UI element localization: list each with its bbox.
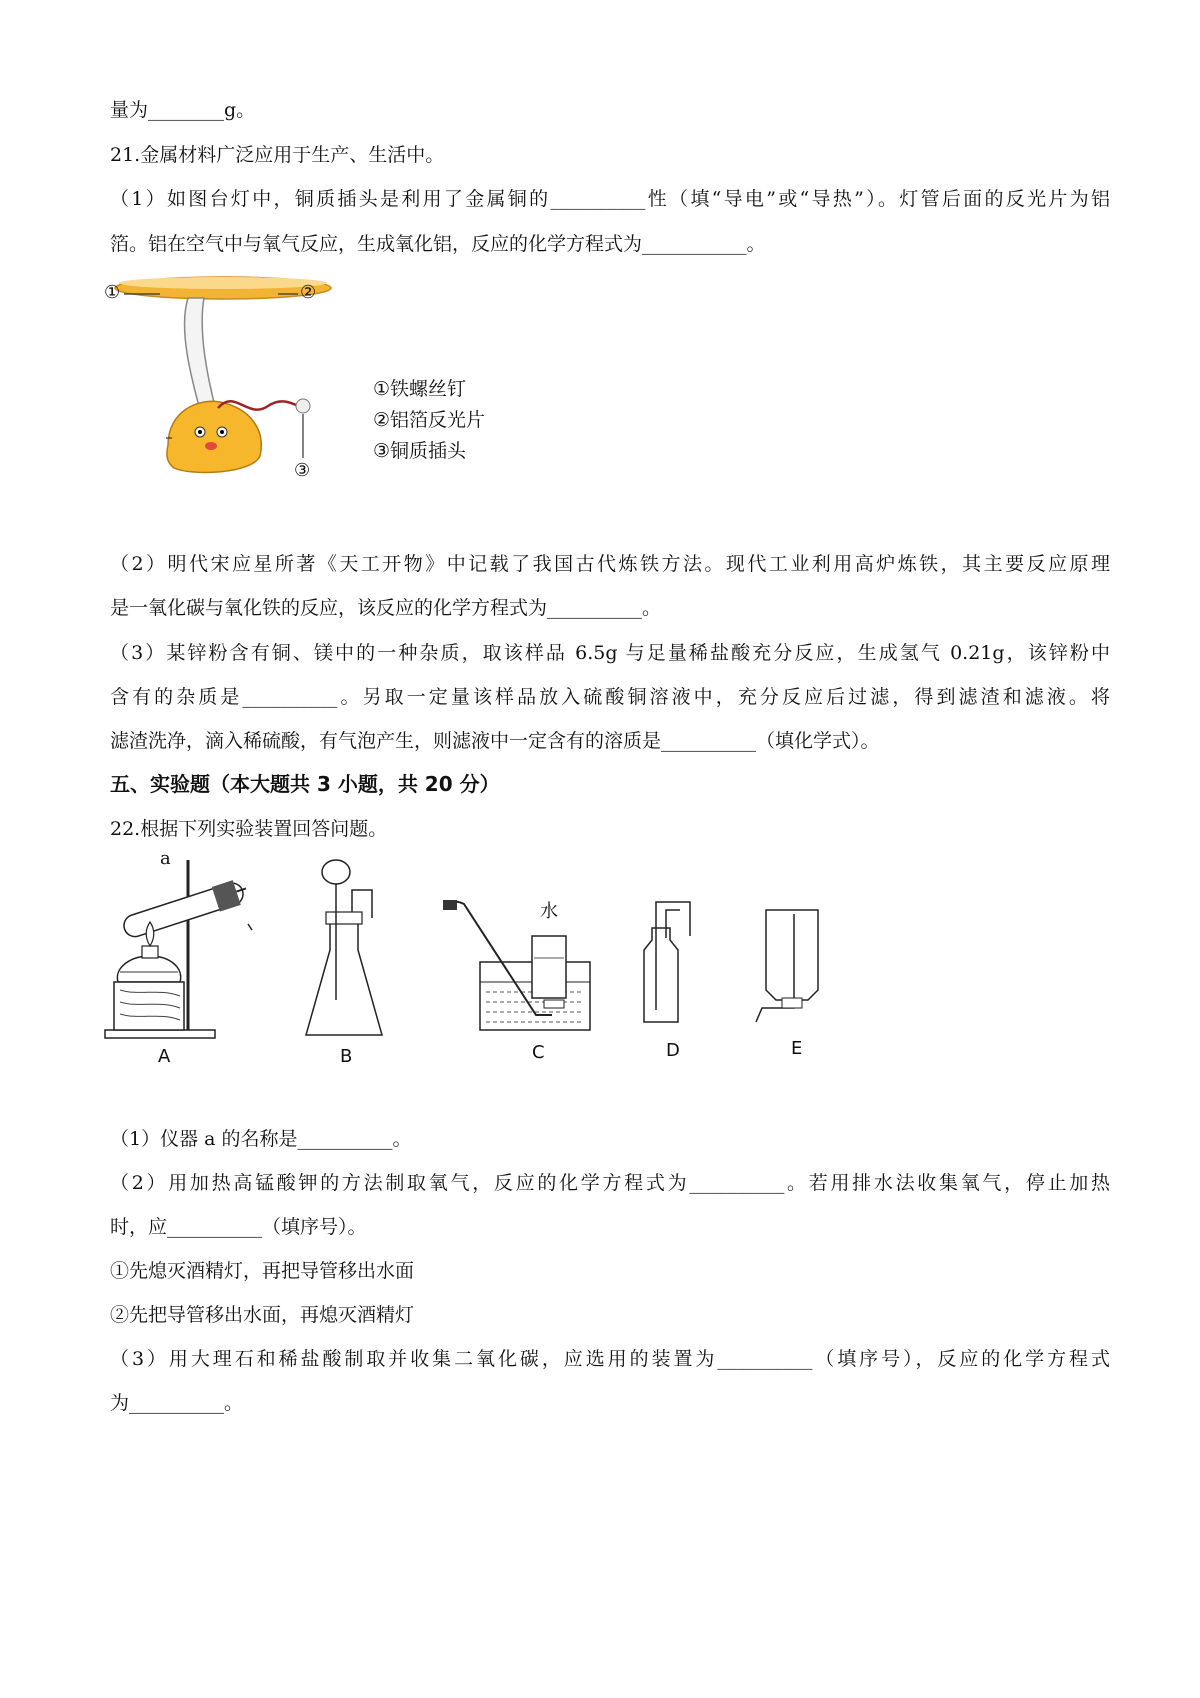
legend-item-copper-plug: ③铜质插头 [373, 440, 467, 462]
text-line: 箔。铝在空气中与氧气反应，生成氧化铝，反应的化学方程式为___________。 [110, 233, 766, 255]
callout-1: ① [104, 282, 121, 303]
text-line: 含有的杂质是__________。另取一定量该样品放入硫酸铜溶液中，充分反应后过滤，得到滤渣和滤液。将 [110, 686, 1110, 708]
text-line: （2）用加热高锰酸钾的方法制取氧气，反应的化学方程式为__________。若用排水法收集氧气，停止加热 [110, 1172, 1110, 1194]
question-22-title: 22.根据下列实验装置回答问题。 [110, 818, 388, 840]
text-line: 是一氧化碳与氧化铁的反应，该反应的化学方程式为__________。 [110, 597, 662, 619]
water-label: 水 [540, 901, 558, 922]
text-line: （3）用大理石和稀盐酸制取并收集二氧化碳，应选用的装置为__________（填序号），反应的化学方程式 [110, 1348, 1110, 1370]
question-21-title: 21.金属材料广泛应用于生产、生活中。 [110, 144, 445, 166]
instrument-a-label: a [160, 848, 171, 869]
apparatus-label-b: B [340, 1046, 353, 1067]
apparatus-a [105, 860, 252, 1038]
legend-item-aluminum-reflector: ②铝箔反光片 [373, 409, 486, 431]
apparatus-d [644, 902, 690, 1022]
apparatus-label-e: E [791, 1038, 803, 1059]
apparatus-label-d: D [666, 1040, 680, 1061]
text-line: 时，应__________（填序号）。 [110, 1216, 367, 1238]
option-2: ②先把导管移出水面，再熄灭酒精灯 [110, 1304, 415, 1326]
text-line: 为__________。 [110, 1392, 244, 1414]
text-line: 滤渣洗净，滴入稀硫酸，有气泡产生，则滤液中一定含有的溶质是__________（填化学式）。 [110, 730, 880, 752]
callout-3: ③ [294, 460, 311, 481]
text-line: （2）明代宋应星所著《天工开物》中记载了我国古代炼铁方法。现代工业利用高炉炼铁，其主要反应原理 [110, 553, 1110, 575]
section-heading: 五、实验题（本大题共 3 小题，共 20 分） [110, 772, 500, 796]
legend-item-iron-screw: ①铁螺丝钉 [373, 378, 467, 400]
apparatus-e [756, 910, 818, 1022]
text-line: （1）仪器 a 的名称是__________。 [110, 1128, 412, 1150]
apparatus-b [306, 860, 382, 1035]
text-line: （1）如图台灯中，铜质插头是利用了金属铜的__________性（填“导电”或“导热”）。灯管后面的反光片为铝 [110, 188, 1110, 210]
callout-2: ② [300, 282, 317, 303]
option-1: ①先熄灭酒精灯，再把导管移出水面 [110, 1260, 415, 1282]
text-line: （3）某锌粉含有铜、镁中的一种杂质，取该样品 6.5g 与足量稀盐酸充分反应，生成氢气 0.21g，该锌粉中 [110, 642, 1110, 664]
apparatus-label-c: C [532, 1042, 545, 1063]
desk-lamp-figure [100, 270, 360, 510]
text-line: 量为________g。 [110, 99, 256, 121]
lamp-legend [373, 374, 485, 467]
apparatus-label-a: A [158, 1046, 171, 1067]
apparatus-figure [100, 850, 860, 1080]
apparatus-c [443, 900, 590, 1030]
